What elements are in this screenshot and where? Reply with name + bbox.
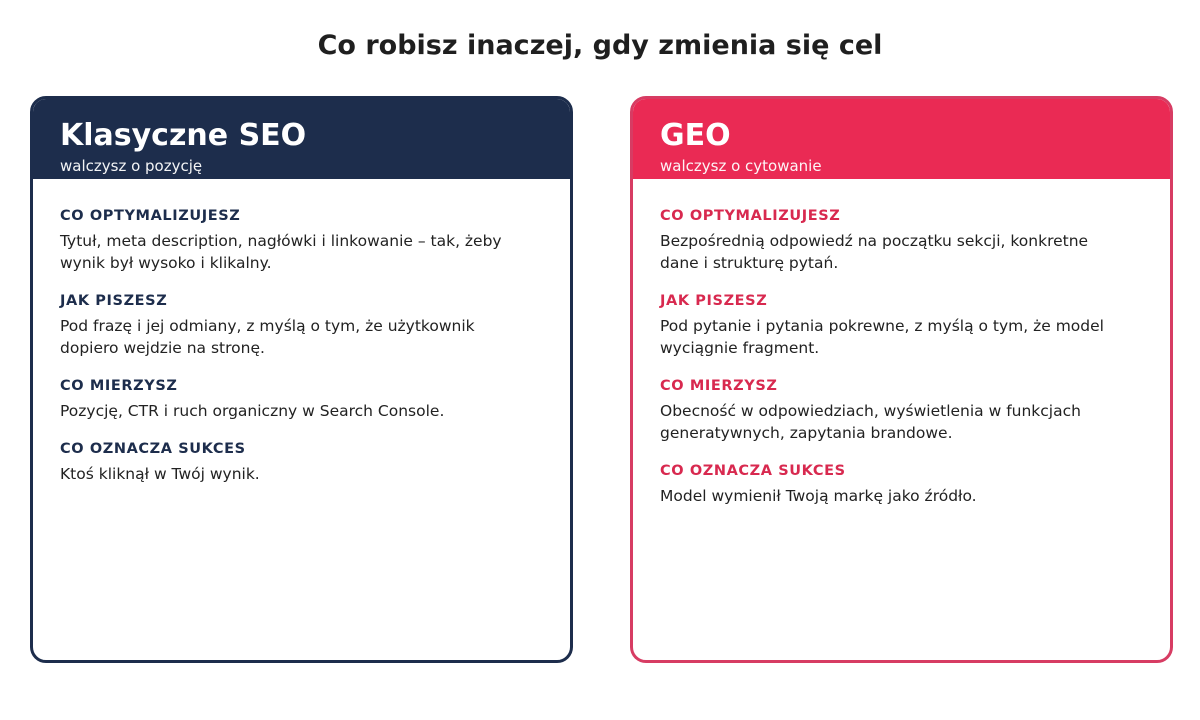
- page-title: Co robisz inaczej, gdy zmienia się cel: [317, 30, 883, 61]
- section-heading: JAK PISZESZ: [60, 293, 168, 309]
- geo-section-success: [660, 462, 1143, 507]
- section-text: Model wymienił Twoją markę jako źródło.: [660, 487, 977, 505]
- seo-card-title: Klasyczne SEO: [60, 118, 307, 153]
- geo-card-title: GEO: [660, 118, 731, 153]
- section-heading: CO OPTYMALIZUJESZ: [660, 208, 841, 224]
- geo-card-subtitle: walczysz o cytowanie: [660, 157, 822, 175]
- seo-card-subtitle: walczysz o pozycję: [60, 157, 203, 175]
- seo-card-header: [33, 99, 570, 179]
- section-heading: CO OPTYMALIZUJESZ: [60, 208, 241, 224]
- seo-section-success: [60, 440, 543, 485]
- geo-section-measure: [660, 377, 1143, 444]
- geo-card-header: [633, 99, 1170, 179]
- geo-card: [630, 96, 1173, 663]
- section-text: Tytuł, meta description, nagłówki i linkowanie – tak, żeby wynik był wysoko i klikalny.: [60, 232, 502, 272]
- section-heading: JAK PISZESZ: [660, 293, 768, 309]
- geo-section-writing: [660, 292, 1143, 359]
- geo-card-body: [633, 179, 1170, 507]
- section-text: Pozycję, CTR i ruch organiczny w Search Console.: [60, 402, 445, 420]
- section-text: Ktoś kliknął w Twój wynik.: [60, 465, 260, 483]
- seo-section-writing: [60, 292, 543, 359]
- seo-card: [30, 96, 573, 663]
- section-heading: CO OZNACZA SUKCES: [60, 441, 246, 457]
- section-heading: CO OZNACZA SUKCES: [660, 463, 846, 479]
- geo-section-optimize: [660, 207, 1143, 274]
- section-text: Bezpośrednią odpowiedź na początku sekcji, konkretne dane i strukturę pytań.: [660, 232, 1089, 272]
- section-text: Pod pytanie i pytania pokrewne, z myślą o tym, że model wyciągnie fragment.: [660, 317, 1104, 357]
- seo-section-optimize: [60, 207, 543, 274]
- section-heading: CO MIERZYSZ: [60, 378, 178, 394]
- section-text: Obecność w odpowiedziach, wyświetlenia w funkcjach generatywnych, zapytania brandowe.: [660, 402, 1081, 442]
- seo-section-measure: [60, 377, 543, 422]
- section-heading: CO MIERZYSZ: [660, 378, 778, 394]
- seo-card-body: [33, 179, 570, 485]
- section-text: Pod frazę i jej odmiany, z myślą o tym, że użytkownik dopiero wejdzie na stronę.: [60, 317, 475, 357]
